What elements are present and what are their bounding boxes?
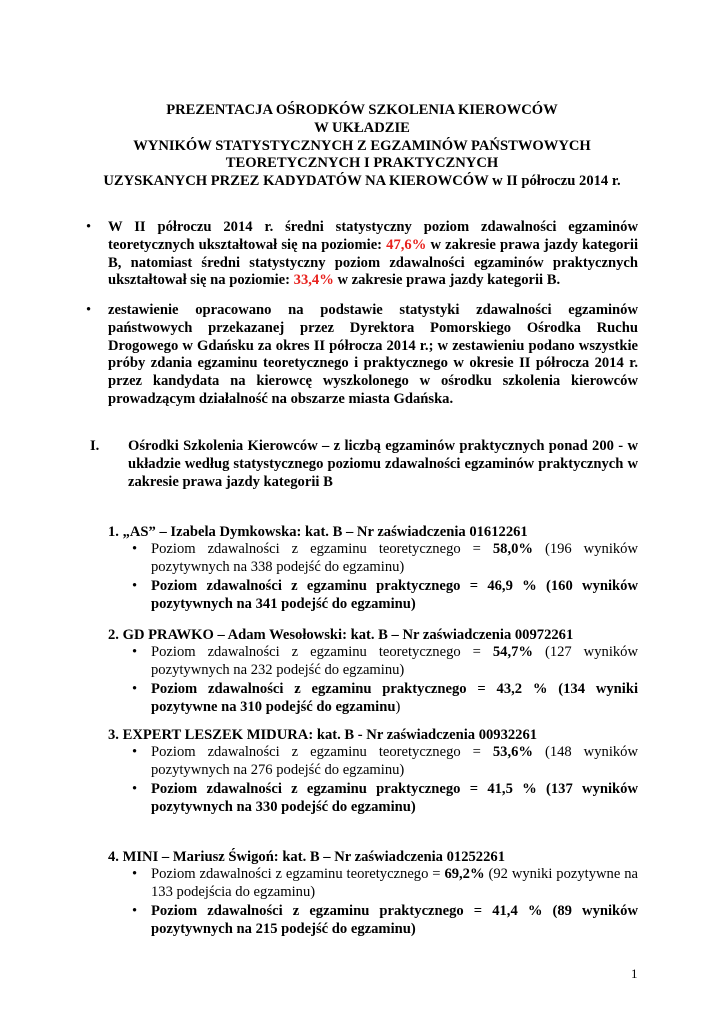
intro-bullet-methodology — [86, 302, 638, 409]
section-heading — [90, 437, 638, 491]
practice-average-value: 33,4% — [293, 272, 334, 289]
bullet-dot-icon: • — [132, 681, 138, 697]
title-line-2: W UKŁADZIE — [314, 119, 410, 136]
bullet-dot-icon: • — [132, 866, 138, 882]
practice-result — [132, 781, 638, 816]
theory-label: Poziom zdawalności z egzaminu teoretycznego = — [151, 744, 493, 760]
section-text: Ośrodki Szkolenia Kierowców – z liczbą egzaminów praktycznych ponad 200 - w układzie według statystycznego poziomu zdawalności egzaminów praktycznych w zakresie prawa jazdy kategorii B — [128, 438, 638, 490]
theory-detail: (92 wyniki pozytywne na 133 podejścia do egzaminu) — [151, 866, 638, 900]
intro-bullet-averages — [86, 219, 639, 290]
theory-value: 54,7% — [492, 644, 533, 660]
intro-text-part2: w zakresie prawa jazdy kategorii B, natomiast średni statystyczny poziom zdawalności egzaminów praktycznych ukształtował się na poziomie: — [108, 236, 639, 289]
practice-result — [132, 578, 638, 613]
school-item-1 — [108, 523, 638, 613]
title-line-5: UZYSKANYCH PRZEZ KADYDATÓW NA KIEROWCÓW w II półroczu 2014 r. — [103, 173, 621, 190]
title-line-3: WYNIKÓW STATYSTYCZNYCH Z EGZAMINÓW PAŃSTWOWYCH — [133, 137, 591, 154]
theory-result — [132, 644, 639, 679]
bullet-dot-icon: • — [86, 302, 92, 318]
practice-result — [132, 903, 638, 938]
school-heading: 1. „AS” – Izabela Dymkowska: kat. B – Nr zaświadczenia 01612261 — [108, 524, 528, 540]
theory-label: Poziom zdawalności z egzaminu teoretycznego = — [151, 866, 445, 882]
intro-text-part3: w zakresie prawa jazdy kategorii B. — [333, 272, 561, 289]
school-item-2 — [108, 626, 638, 716]
practice-tail: ) — [395, 698, 401, 715]
bullet-dot-icon: • — [132, 541, 138, 557]
theory-result — [132, 541, 639, 576]
school-heading: 4. MINI – Mariusz Świgoń: kat. B – Nr zaświadczenia 01252261 — [108, 849, 505, 865]
theory-result — [132, 744, 639, 779]
practice-text: Poziom zdawalności z egzaminu praktycznego = 43,2 % (134 wyniki pozytywne na 310 podejść do egzaminu — [151, 681, 638, 715]
theory-value: 53,6% — [492, 744, 533, 760]
bullet-dot-icon: • — [132, 903, 138, 919]
bullet-dot-icon: • — [132, 644, 138, 660]
theory-detail: (196 wyników pozytywnych na 338 podejść do egzaminu) — [151, 541, 639, 575]
intro-text-part1: W II półroczu 2014 r. średni statystyczny poziom zdawalności egzaminów teoretycznych ukształtował się na poziomie: — [108, 219, 638, 253]
theory-result — [132, 866, 638, 901]
theory-detail: (148 wyników pozytywnych na 276 podejść do egzaminu) — [151, 744, 639, 778]
theory-label: Poziom zdawalności z egzaminu teoretycznego = — [151, 644, 493, 660]
school-item-4 — [108, 848, 638, 938]
bullet-dot-icon: • — [132, 578, 138, 594]
document-title — [90, 102, 634, 191]
theory-value: 69,2% — [444, 866, 485, 882]
theory-label: Poziom zdawalności z egzaminu teoretycznego = — [151, 541, 493, 557]
page-number: 1 — [631, 966, 638, 981]
bullet-dot-icon: • — [86, 219, 92, 235]
bullet-dot-icon: • — [132, 781, 138, 797]
theory-average-value: 47,6% — [386, 236, 427, 253]
practice-text: Poziom zdawalności z egzaminu praktycznego = 41,4 % (89 wyników pozytywnych na 215 podejść do egzaminu) — [151, 903, 638, 937]
school-heading: 2. GD PRAWKO – Adam Wesołowski: kat. B – Nr zaświadczenia 00972261 — [108, 627, 574, 643]
title-line-4: TEORETYCZNYCH I PRAKTYCZNYCH — [225, 155, 499, 172]
practice-text: Poziom zdawalności z egzaminu praktycznego = 46,9 % (160 wyników pozytywnych na 341 podejść do egzaminu) — [151, 578, 638, 612]
practice-result — [132, 681, 638, 716]
school-item-3 — [108, 726, 638, 816]
methodology-text: zestawienie opracowano na podstawie statystyki zdawalności egzaminów państwowych przekazanej przez Dyrektora Pomorskiego Ośrodka Ruchu Drogowego w Gdańsku za okres II półrocza 2014 r.; w zestawieniu podano wszystkie próby zdania egzaminu teoretycznego i praktycznego w okresie II półrocza 2014 r. przez kandydata na kierowcę wyszkolonego w ośrodku szkolenia kierowców prowadzącym działalność na obszarze miasta Gdańska. — [108, 302, 638, 407]
section-number: I. — [90, 438, 100, 454]
theory-value: 58,0% — [492, 541, 533, 557]
bullet-dot-icon: • — [132, 744, 138, 760]
school-heading: 3. EXPERT LESZEK MIDURA: kat. B - Nr zaświadczenia 00932261 — [108, 727, 538, 743]
title-line-1: PREZENTACJA OŚRODKÓW SZKOLENIA KIEROWCÓW — [166, 102, 558, 118]
practice-text: Poziom zdawalności z egzaminu praktycznego = 41,5 % (137 wyników pozytywnych na 330 podejść do egzaminu) — [151, 781, 638, 815]
theory-detail: (127 wyników pozytywnych na 232 podejść do egzaminu) — [151, 644, 639, 678]
